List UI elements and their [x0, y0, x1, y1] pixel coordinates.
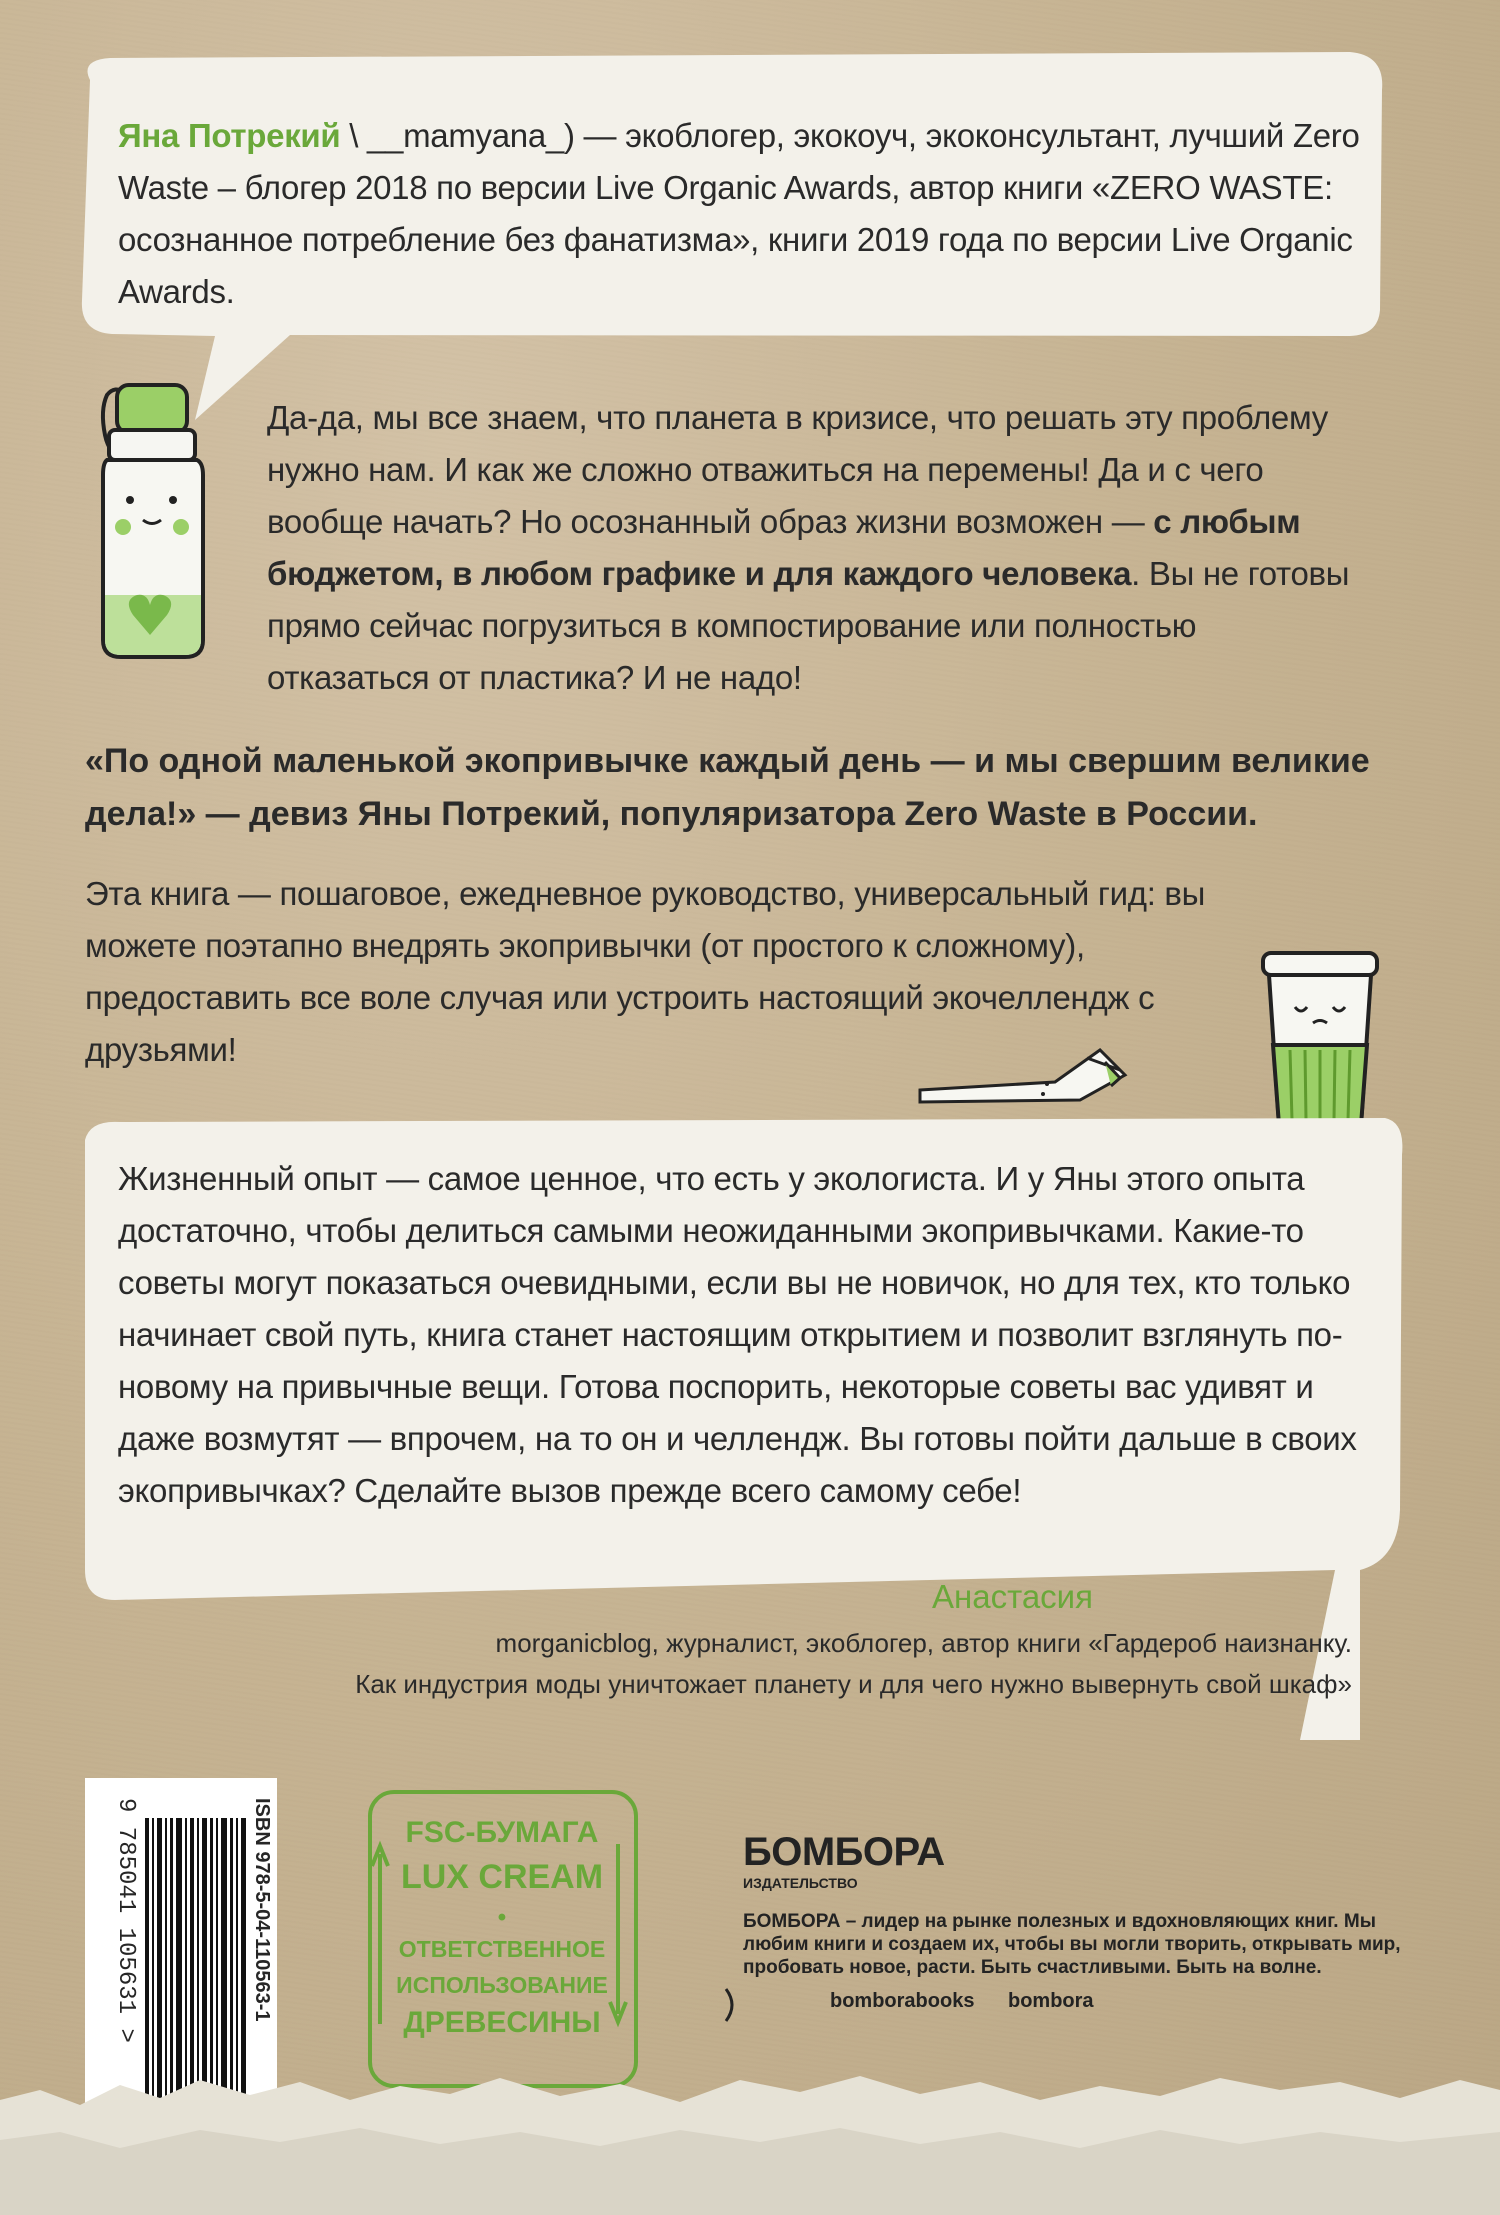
isbn-digits: 9 785041 105631 >: [112, 1798, 139, 2043]
motto: «По одной маленькой экопривычке каждый день — и мы свершим великие дела!» — девиз Яны Потрекий, популяризатора Zero Waste в России.: [85, 742, 1370, 833]
isbn-label: ISBN 978-5-04-110563-1: [251, 1798, 273, 2022]
intro-paragraph: Да-да, мы все знаем, что планета в кризисе, что решать эту проблему нужно нам. И как же сложно отважиться на перемены! Да и с чего вообще начать? Но осознанный образ жизни возможен — с любым бюджетом, в любом графике и для каждого человека. Вы не готовы прямо сейчас погрузиться в компостирование или полностью отказаться от пластика? И не надо!: [267, 399, 1350, 696]
fsc-badge: FSC-БУМАГА LUX CREAM • ОТВЕТСТВЕННОЕ ИСПОЛЬЗОВАНИЕ ДРЕВЕСИНЫ: [368, 1790, 638, 2088]
reviewer-book-title: Как индустрия моды уничтожает планету и для чего нужно вывернуть свой шкаф»: [355, 1669, 1352, 1699]
arrow-up-icon: [370, 1834, 410, 2034]
publisher-subtitle: ИЗДАТЕЛЬСТВО: [743, 1875, 858, 1891]
reviewer-name: Анастасия: [932, 1578, 1093, 1615]
social-handle-2: bombora: [1008, 1990, 1094, 2012]
bottle-icon: [95, 375, 215, 665]
guide-paragraph: Эта книга — пошаговое, ежедневное руководство, универсальный гид: вы можете поэтапно внедрять экопривычки (от простого к сложному), предоставить все воле случая или устроить настоящий экочеллендж с друзьями!: [85, 875, 1206, 1068]
publisher-logo: БОМБОРА: [743, 1830, 945, 1874]
review-paragraph: Жизненный опыт — самое ценное, что есть у экологиста. И у Яны этого опыта достаточно, чтобы делиться самыми неожиданными экопривычками. Какие-то советы могут показаться очевидными, если вы не новичок, но для тех, кто только начинает свой путь, книга станет настоящим открытием и позволит взглянуть по-новому на привычные вещи. Готова поспорить, некоторые советы вас удивят и даже возмутят — впрочем, на то он и челлендж. Вы готовы пойти дальше в своих экопривычках? Сделайте вызов прежде всего самому себе!: [118, 1160, 1357, 1509]
author-name: Яна Потрекий: [118, 117, 341, 154]
social-handle-1: bomborabooks: [830, 1990, 975, 2012]
reviewer-credentials: morganicblog, журналист, экоблогер, автор книги «Гардероб наизнанку.: [495, 1628, 1352, 1658]
social-icon: [722, 1985, 742, 2025]
author-bio: Яна Потрекий \ __mamyana_) — экоблогер, экокоуч, экоконсультант, лучший Zero Waste – блогер 2018 по версии Live Organic Awards, автор книги «ZERO WASTE: осознанное потребление без фанатизма», книги 2019 года по версии Live Organic Awards.: [118, 117, 1360, 310]
publisher-description: БОМБОРА – лидер на рынке полезных и вдохновляющих книг. Мы любим книги и создаем их, чтобы вы могли творить, открывать мир, пробовать новое, расти. Быть счастливыми. Быть на волне.: [743, 1911, 1401, 1978]
torn-paper-edge: [0, 2020, 1500, 2215]
arrow-down-icon: [598, 1834, 638, 2034]
